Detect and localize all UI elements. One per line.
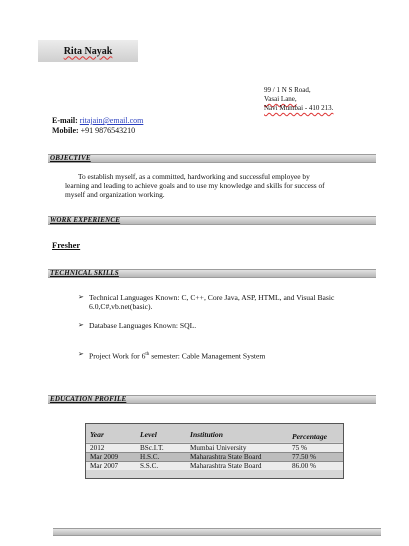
table-cell: BSc.I.T.	[140, 444, 164, 452]
project-text: Project Work for 6	[89, 351, 146, 361]
candidate-name: Rita Nayak	[63, 45, 113, 57]
table-row	[86, 452, 343, 461]
table-header-row	[86, 424, 343, 442]
email-link[interactable]: ritajain@email.com	[79, 116, 144, 125]
email-label: E-mail:	[52, 116, 78, 125]
table-header-percentage: Percentage	[292, 432, 328, 441]
skill-line: Database Languages Known: SQL.	[89, 321, 197, 330]
table-row	[86, 461, 343, 470]
table-cell: Maharashtra State Board	[190, 453, 262, 461]
table-cell: Maharashtra State Board	[190, 462, 262, 470]
table-row	[86, 443, 343, 452]
work-heading: WORK EXPERIENCE	[50, 216, 121, 224]
table-cell: 86.00 %	[292, 462, 316, 470]
mobile-label: Mobile:	[52, 126, 79, 135]
table-cell: Mar 2009	[90, 453, 119, 461]
arrow-bullet-icon: ➢	[78, 293, 84, 301]
table-cell: S.S.C.	[140, 462, 159, 470]
table-header-year: Year	[90, 430, 104, 439]
skill-item	[78, 350, 378, 361]
address-line-1: 99 / 1 N S Road,	[264, 86, 311, 94]
ordinal-suffix: th	[145, 352, 150, 357]
name-banner	[38, 40, 138, 62]
objective-line-2: learning and leading to achieve goals and to use my knowledge and skills for success of	[65, 181, 325, 190]
skill-line	[78, 350, 378, 361]
education-heading: EDUCATION PROFILE	[50, 395, 127, 403]
work-experience-value: Fresher	[52, 240, 81, 250]
objective-bar	[48, 154, 376, 163]
email-row	[52, 116, 143, 125]
skills-heading: TECHNICAL SKILLS	[50, 269, 119, 277]
arrow-bullet-icon: ➢	[78, 350, 84, 358]
address-line-2: Vasai Lane,	[264, 95, 297, 103]
education-table	[85, 423, 344, 479]
table-cell: Mar 2007	[90, 462, 119, 470]
mobile-number: +91 9876543210	[80, 126, 136, 135]
objective-line-3: myself and organization working.	[65, 190, 165, 199]
arrow-bullet-icon: ➢	[78, 321, 84, 329]
project-text: semester: Cable Management System	[149, 351, 266, 361]
skill-item	[78, 321, 378, 330]
table-header-institution: Institution	[190, 430, 223, 439]
table-cell: Mumbai University	[190, 444, 247, 452]
skill-line: Technical Languages Known: C, C++, Core Java, ASP, HTML, and Visual Basic	[89, 293, 335, 302]
objective-heading: OBJECTIVE	[50, 154, 91, 162]
skill-item	[78, 293, 378, 311]
mobile-row	[52, 126, 135, 135]
skill-line: 6.0,C#,vb.net(basic).	[89, 302, 153, 311]
table-cell: H.S.C.	[140, 453, 160, 461]
table-cell: 2012	[90, 444, 105, 452]
footer-bar	[53, 528, 381, 536]
table-header-level: Level	[140, 430, 157, 439]
table-cell: 75 %	[292, 444, 307, 452]
address-line-3: Navi Mumbai - 410 213.	[264, 104, 334, 112]
objective-line-1: To establish myself, as a committed, hardworking and successful employee by	[78, 172, 310, 181]
table-cell: 77.50 %	[292, 453, 316, 461]
